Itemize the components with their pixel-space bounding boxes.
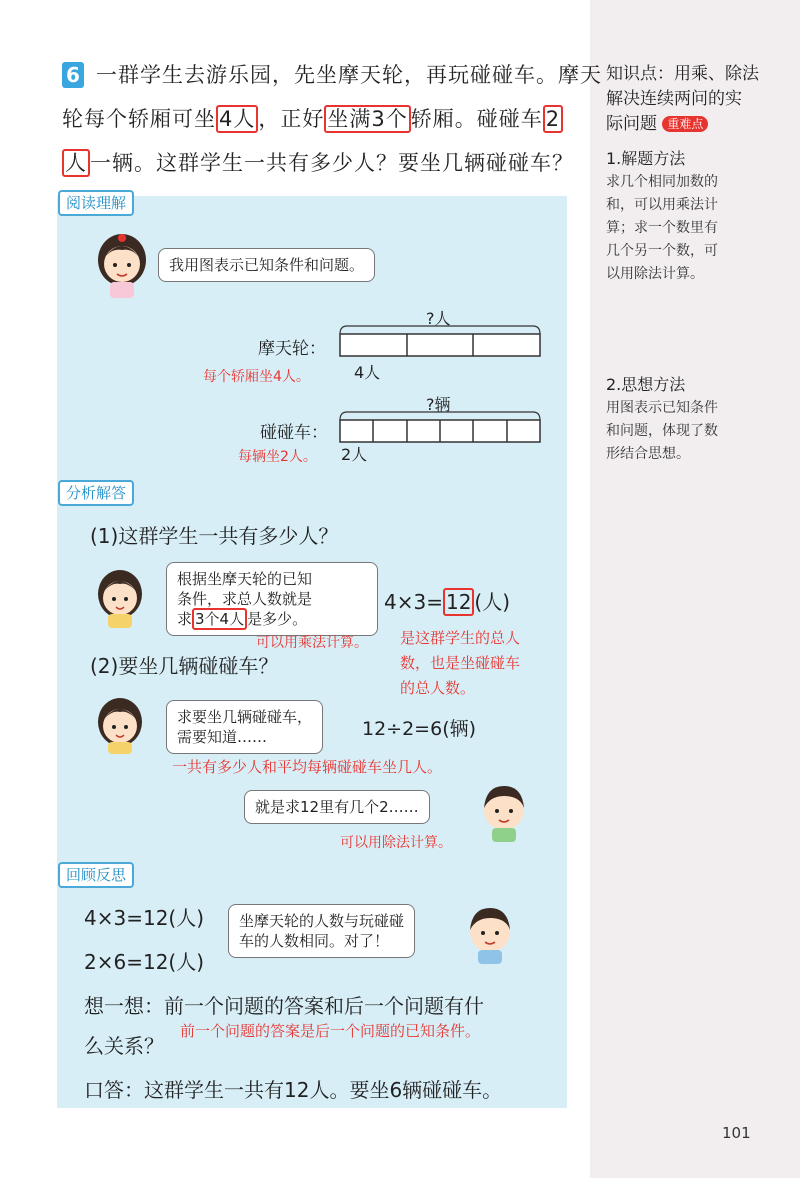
ferris-label: 摩天轮： [258, 339, 326, 359]
box-answer-12: 12 [443, 588, 474, 616]
equation-2: 12÷2=6(辆) [362, 718, 477, 740]
bumper-note: 每辆坐2人。 [238, 449, 317, 465]
section-tag-read: 阅读理解 [58, 190, 134, 216]
ferris-cell-label: 4人 [354, 363, 381, 382]
boy-avatar-icon [474, 778, 534, 842]
box-4-people: 4人 [216, 105, 258, 133]
problem-number: 6 [62, 62, 84, 88]
analyze-bubble-1: 根据坐摩天轮的已知 条件，求总人数就是 求 3个4人 是多少。 [166, 562, 378, 636]
oral-answer: 口答：这群学生一共有12人。要坐6辆碰碰车。 [84, 1078, 503, 1102]
note-what-to-know: 一共有多少人和平均每辆碰碰车坐几人。 [172, 758, 443, 776]
method-section: 1.解题方法 求几个相同加数的 和，可以用乘法计 算；求一个数里有 几个另一个数，可 以用除法计算。 [606, 149, 718, 282]
analyze-bubble-2: 求要坐几辆碰碰车， 需要知道…… [166, 700, 323, 754]
problem-line-1: 一群学生去游乐园，先坐摩天轮，再玩碰碰车。摩天 [96, 63, 602, 87]
think-line-1: 想一想：前一个问题的答案和后一个问题有什 [84, 994, 484, 1018]
girl-avatar-icon [92, 228, 152, 298]
review-eq-1: 4×3=12(人) [84, 906, 205, 930]
box-2: 2 [543, 105, 563, 133]
box-person: 人 [62, 149, 90, 177]
analyze-bubble-3: 就是求12里有几个2…… [244, 790, 430, 824]
ferris-bar-diagram [335, 320, 545, 365]
knowledge-point: 知识点：用乘、除法 解决连续两问的实 际问题 重难点 [606, 64, 759, 134]
ferris-question-label: ?人 [426, 309, 451, 328]
review-bubble: 坐摩天轮的人数与玩碰碰 车的人数相同。对了！ [228, 904, 415, 958]
note-division: 可以用除法计算。 [340, 835, 452, 851]
bumper-cell-label: 2人 [341, 445, 368, 464]
equation-1: 4×3= 12 (人) [384, 590, 511, 614]
question-2: (2)要坐几辆碰碰车？ [90, 654, 279, 678]
ferris-note: 每个轿厢坐4人。 [203, 369, 310, 385]
bumper-label: 碰碰车： [260, 423, 328, 443]
section-tag-review: 回顾反思 [58, 862, 134, 888]
problem-line-3: 人 一辆。这群学生一共有多少人？要坐几辆碰碰车？ [62, 150, 574, 176]
problem-line-2: 轮每个轿厢可坐 4人 ，正好 坐满3个 轿厢。碰碰车 2 [62, 106, 563, 132]
note-multiplication: 可以用乘法计算。 [256, 635, 368, 651]
section-tag-analyze: 分析解答 [58, 480, 134, 506]
think-line-2: 么关系？ [84, 1034, 164, 1058]
key-point-badge: 重难点 [662, 116, 708, 132]
box-3-groups-of-4: 3个4人 [192, 608, 247, 630]
question-1: (1)这群学生一共有多少人？ [90, 524, 339, 548]
girl-avatar-icon [92, 692, 148, 754]
box-full-3: 坐满3个 [324, 105, 410, 133]
page-number: 101 [722, 1124, 751, 1142]
girl-avatar-icon [92, 564, 148, 628]
read-bubble: 我用图表示已知条件和问题。 [158, 248, 375, 282]
note-total-people: 是这群学生的总人 数，也是坐碰碰车 的总人数。 [400, 629, 521, 697]
think-note: 前一个问题的答案是后一个问题的已知条件。 [180, 1022, 481, 1040]
thinking-section: 2.思想方法 用图表示已知条件 和问题，体现了数 形结合思想。 [606, 375, 718, 462]
bumper-question-label: ?辆 [426, 395, 451, 414]
review-eq-2: 2×6=12(人) [84, 950, 205, 974]
boy-avatar-icon [460, 900, 520, 964]
